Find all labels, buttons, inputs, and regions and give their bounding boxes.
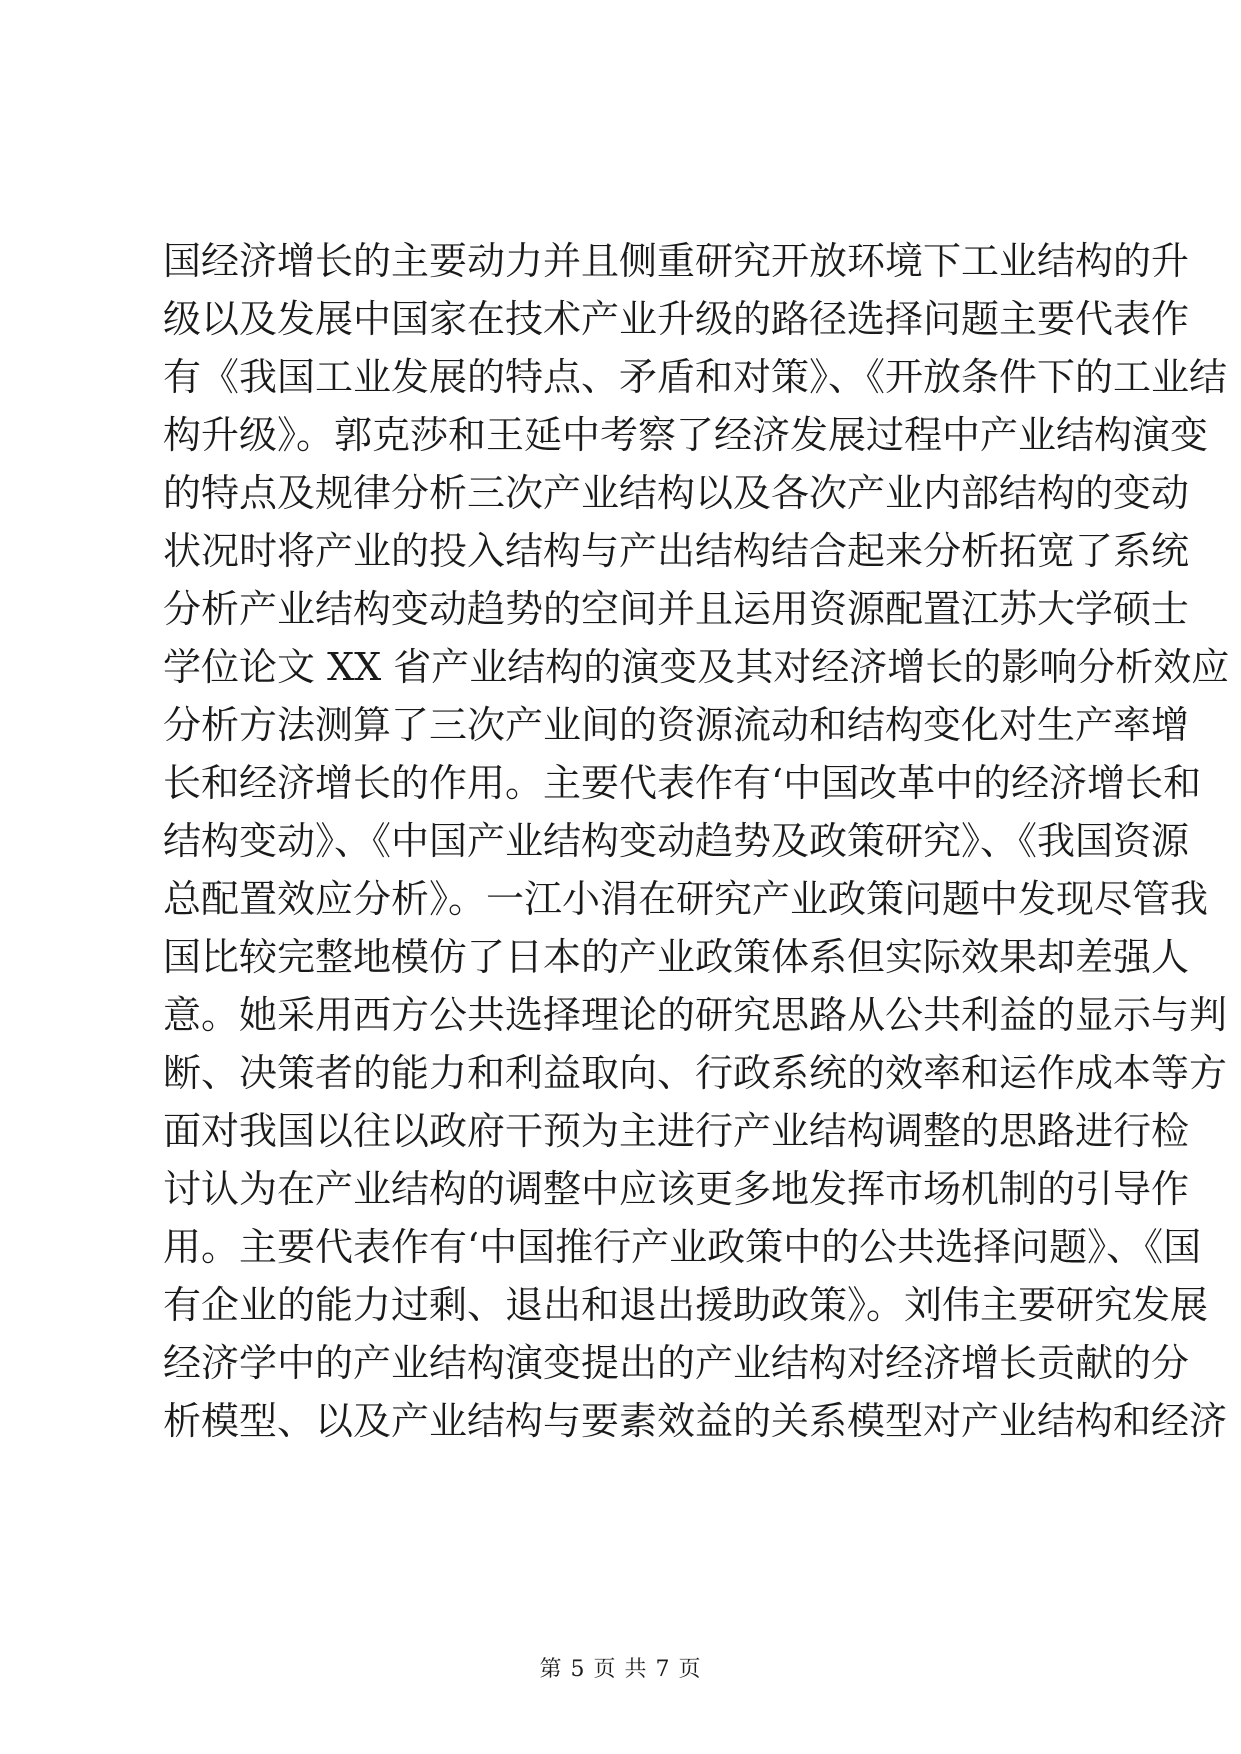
text-line: 分析产业结构变动趋势的空间并且运用资源配置江苏大学硕士 (163, 587, 1190, 631)
text-line: 级以及发展中国家在技术产业升级的路径选择问题主要代表作 (163, 297, 1190, 341)
text-line: 国经济增长的主要动力并且侧重研究开放环境下工业结构的升 (163, 239, 1190, 283)
body-text (163, 232, 1230, 1450)
text-line: 的特点及规律分析三次产业结构以及各次产业内部结构的变动 (163, 471, 1190, 515)
text-line: 学位论文 XX 省产业结构的演变及其对经济增长的影响分析效应 (163, 645, 1230, 689)
text-line: 面对我国以往以政府干预为主进行产业结构调整的思路进行检 (163, 1109, 1190, 1153)
text-line: 长和经济增长的作用。主要代表作有‘中国改革中的经济增长和 (163, 761, 1202, 805)
text-line: 经济学中的产业结构演变提出的产业结构对经济增长贡献的分 (163, 1341, 1190, 1385)
text-line: 有《我国工业发展的特点、矛盾和对策》、《开放条件下的工业结 (163, 355, 1228, 399)
text-line: 断、决策者的能力和利益取向、行政系统的效率和运作成本等方 (163, 1051, 1228, 1095)
text-line: 析模型、以及产业结构与要素效益的关系模型对产业结构和经济 (163, 1399, 1228, 1443)
page-number-footer: 第 5 页 共 7 页 (539, 1657, 702, 1682)
text-line: 意。她采用西方公共选择理论的研究思路从公共利益的显示与判 (163, 993, 1228, 1037)
text-line: 分析方法测算了三次产业间的资源流动和结构变化对生产率增 (163, 703, 1190, 747)
text-line: 讨认为在产业结构的调整中应该更多地发挥市场机制的引导作 (163, 1167, 1190, 1211)
text-line: 有企业的能力过剩、退出和退出援助政策》。刘伟主要研究发展 (163, 1283, 1209, 1327)
text-line: 结构变动》、《中国产业结构变动趋势及政策研究》、《我国资源 (163, 819, 1190, 863)
text-line: 构升级》。郭克莎和王延中考察了经济发展过程中产业结构演变 (163, 413, 1209, 457)
text-line: 用。主要代表作有‘中国推行产业政策中的公共选择问题》、《国 (163, 1225, 1202, 1269)
text-line: 总配置效应分析》。一江小涓在研究产业政策问题中发现尽管我 (163, 877, 1209, 921)
text-line: 状况时将产业的投入结构与产出结构结合起来分析拓宽了系统 (163, 529, 1190, 573)
text-line: 国比较完整地模仿了日本的产业政策体系但实际效果却差强人 (163, 935, 1190, 979)
